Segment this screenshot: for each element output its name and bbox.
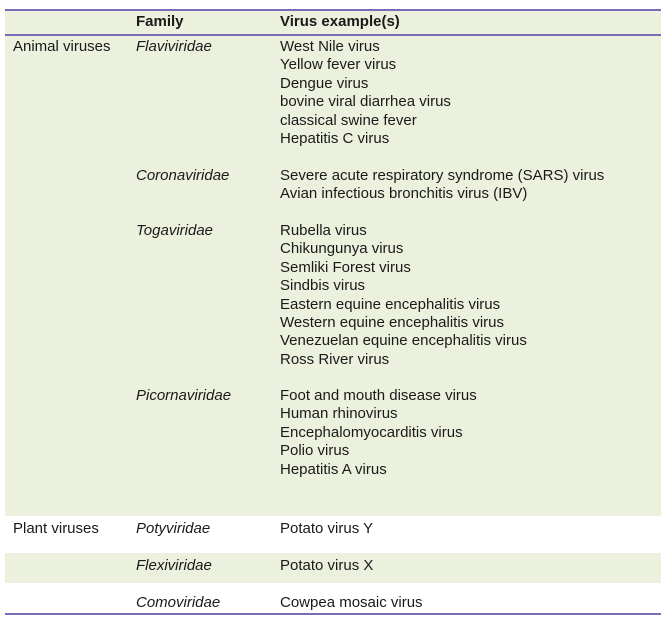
category-animal-viruses: Animal viruses (13, 38, 111, 55)
virus-item: Potato virus Y (280, 520, 374, 537)
virus-item: Hepatitis A virus (280, 460, 387, 478)
virus-list-flexiviridae (280, 557, 373, 575)
virus-item: Encephalomyocarditis virus (280, 423, 463, 441)
virus-item: West Nile virus (280, 38, 380, 55)
virus-item: Eastern equine encephalitis virus (280, 295, 501, 313)
virus-item: classical swine fever (280, 111, 417, 129)
family-potyviridae: Potyviridae (136, 520, 211, 537)
family-flaviviridae: Flaviviridae (136, 38, 212, 55)
virus-item: Venezuelan equine encephalitis virus (280, 332, 527, 350)
family-flexiviridae: Flexiviridae (136, 557, 212, 574)
virus-item: Cowpea mosaic virus (280, 594, 423, 611)
virus-item: Rubella virus (280, 222, 367, 239)
virus-item: Hepatitis C virus (280, 129, 390, 147)
virus-list-picornaviridae (280, 387, 477, 479)
virus-list-comoviridae (280, 594, 423, 612)
virus-item: Ross River virus (280, 350, 390, 368)
family-picornaviridae: Picornaviridae (136, 387, 232, 404)
virus-item: Foot and mouth disease virus (280, 387, 477, 404)
virus-list-potyviridae (280, 520, 373, 538)
category-plant-viruses: Plant viruses (13, 520, 99, 537)
virus-item: Avian infectious bronchitis virus (IBV) (280, 185, 528, 203)
family-coronaviridae: Coronaviridae (136, 167, 230, 184)
virus-item: Sindbis virus (280, 277, 366, 295)
virus-list-coronaviridae (280, 167, 604, 204)
virus-list-togaviridae (280, 222, 527, 369)
virus-family-table (5, 9, 661, 615)
virus-item: bovine viral diarrhea virus (280, 93, 451, 111)
virus-list-flaviviridae (280, 38, 451, 148)
family-comoviridae: Comoviridae (136, 594, 221, 611)
virus-item: Chikungunya virus (280, 240, 404, 258)
virus-item: Western equine encephalitis virus (280, 313, 505, 331)
virus-item: Yellow fever virus (280, 56, 397, 74)
table-header (5, 11, 661, 36)
virus-item: Semliki Forest virus (280, 258, 411, 276)
virus-item: Dengue virus (280, 74, 369, 92)
virus-item: Severe acute respiratory syndrome (SARS) virus (280, 167, 605, 184)
header-family: Family (136, 13, 184, 30)
virus-item: Human rhinovirus (280, 405, 398, 423)
header-virus-examples: Virus example(s) (280, 13, 400, 30)
family-togaviridae: Togaviridae (136, 222, 213, 239)
virus-item: Potato virus X (280, 557, 374, 574)
virus-item: Polio virus (280, 442, 350, 460)
